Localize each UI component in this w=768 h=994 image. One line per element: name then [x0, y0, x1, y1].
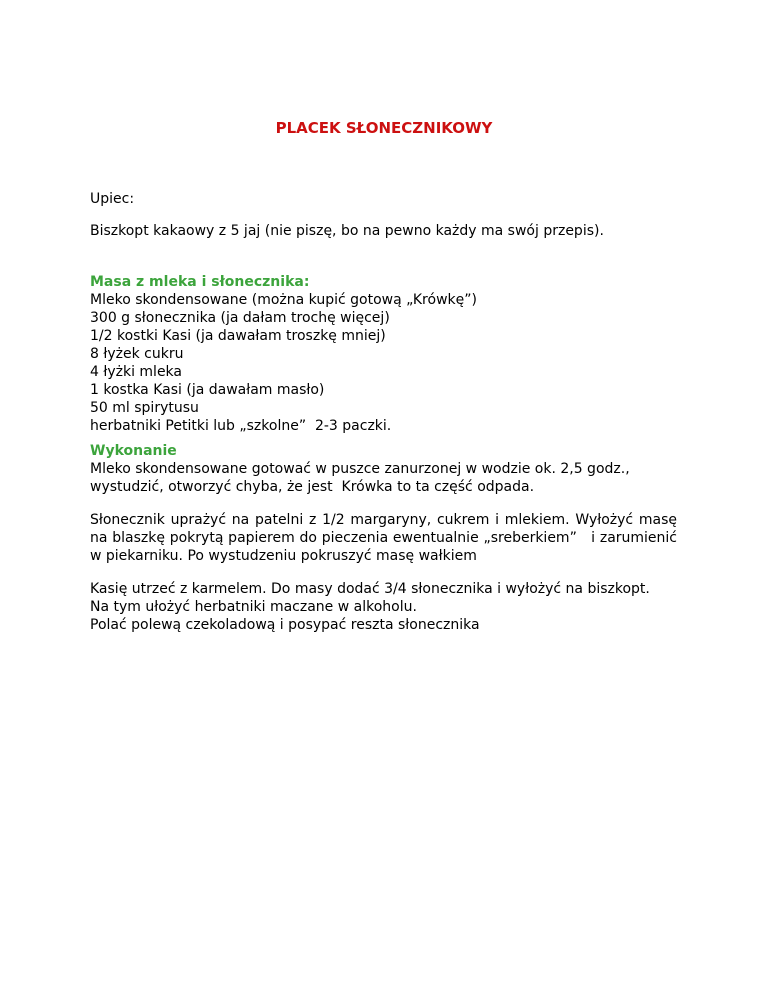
method-heading: Wykonanie: [90, 443, 177, 459]
ingredient-item: 1/2 kostki Kasi (ja dawałam troszkę mniej): [90, 328, 386, 344]
document-title: PLACEK SŁONECZNIKOWY: [275, 119, 493, 137]
method-section: [90, 442, 680, 496]
intro-label: [90, 190, 680, 208]
ingredient-item: 8 łyżek cukru: [90, 346, 184, 362]
intro-label-text: Upiec:: [90, 191, 135, 207]
intro-text: Biszkopt kakaowy z 5 jaj (nie piszę, bo na pewno każdy ma swój przepis).: [90, 223, 604, 239]
mass-heading: Masa z mleka i słonecznika:: [90, 274, 310, 290]
method-paragraph-3-block: [90, 580, 680, 634]
ingredient-item: herbatniki Petitki lub „szkolne” 2-3 paczki.: [90, 418, 392, 434]
method-paragraph-3-line: Kasię utrzeć z karmelem. Do masy dodać 3/4 słonecznika i wyłożyć na biszkopt.: [90, 581, 650, 597]
ingredient-item: Mleko skondensowane (można kupić gotową „Krówkę”): [90, 292, 477, 308]
method-paragraph-1-line: wystudzić, otworzyć chyba, że jest Krówka to ta część odpada.: [90, 479, 535, 495]
ingredient-item: 50 ml spirytusu: [90, 400, 199, 416]
method-paragraph-2: Słonecznik uprażyć na patelni z 1/2 margaryny, cukrem i mlekiem. Wyłożyć masę na blaszkę pokrytą papierem do pieczenia ewentualnie „sreberkiem” i zarumienić w piekarniku. Po wystudzeniu pokruszyć masę wałkiem: [90, 512, 682, 564]
mass-section: [90, 273, 680, 435]
method-paragraph-1-line: Mleko skondensowane gotować w puszce zanurzonej w wodzie ok. 2,5 godz.,: [90, 461, 630, 477]
method-paragraph-2-block: [90, 511, 682, 565]
ingredient-item: 300 g słonecznika (ja dałam trochę więcej): [90, 310, 390, 326]
method-paragraph-3-line: Na tym ułożyć herbatniki maczane w alkoholu.: [90, 599, 417, 615]
ingredient-item: 1 kostka Kasi (ja dawałam masło): [90, 382, 325, 398]
ingredient-item: 4 łyżki mleka: [90, 364, 182, 380]
method-paragraph-3-line: Polać polewą czekoladową i posypać reszta słonecznika: [90, 617, 480, 633]
intro-text-block: [90, 222, 680, 240]
